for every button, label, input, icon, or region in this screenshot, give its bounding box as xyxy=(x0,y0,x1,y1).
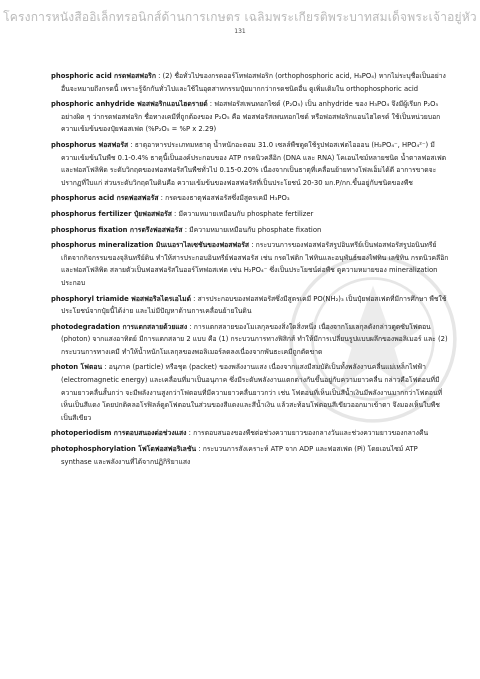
entry-definition: : กระบวนการสังเคราะห์ ATP จาก ADP และฟอสเฟต (Pi) โดยเอนไซม์ ATP synthase และพลังงานที่ได้จากปฏิกิริยาแสง xyxy=(61,445,418,466)
glossary-entry xyxy=(51,224,449,237)
entry-term: phosphoryl triamide ฟอสฟอริลไตรเอไมด์ xyxy=(51,294,191,303)
entry-term: phosphoric anhydride ฟอสฟอริกแอนไฮดรายด์ xyxy=(51,100,208,109)
glossary-entry xyxy=(51,70,449,95)
entry-definition: : สารประกอบของฟอสฟอรัสซึ่งมีสูตรเคมี PO(NH₂)₃ เป็นปุ๋ยฟอสเฟตที่มีการศึกษา พืชใช้ประโยชน์จากปุ๋ยนี้ได้ง่าย และไม่มีปัญหาด้านการเคลื่อนย้ายในดิน xyxy=(61,294,447,316)
entry-term: phosphorus mineralization มินเนอราไลเซชันของฟอสฟอรัส xyxy=(51,241,250,250)
entry-term: photophosphorylation โฟโตฟอสฟอริเลชัน xyxy=(51,445,197,454)
glossary-entry xyxy=(51,239,449,289)
entry-term: phosphorus fertilizer ปุ๋ยฟอสฟอรัส xyxy=(51,209,172,218)
glossary-entry xyxy=(51,98,449,136)
page-number: 131 xyxy=(234,28,246,35)
entry-definition: : (2) ชื่อทั่วไปของกรดออร์โทฟอสฟอริก (orthophosphoric acid, H₃PO₄) หากไม่ระบุชื่อเป็นอย่างอื่นจะหมายถึงกรดนี้ เพราะรู้จักกันทั่วไปและใช้ในอุตสาหกรรมปุ๋ยมากกว่ากรดชนิดอื่น ดูเพิ่มเติมใน orthophosphoric acid xyxy=(61,72,446,93)
entry-definition: : กรดของธาตุฟอสฟอรัสซึ่งมีสูตรเคมี H₃PO₃ xyxy=(158,194,290,203)
entry-term: phosphorus fixation การตรึงฟอสฟอรัส xyxy=(51,225,183,234)
entry-term: phosphorus acid กรดฟอสฟอรัส xyxy=(51,194,159,203)
glossary-entry xyxy=(51,208,449,221)
entry-term: photodegradation การแตกสลายด้วยแสง xyxy=(51,322,188,331)
glossary-content xyxy=(51,70,449,471)
glossary-entry xyxy=(51,192,449,205)
glossary-entry xyxy=(51,361,449,424)
entry-term: phosphoric acid กรดฟอสฟอริก xyxy=(51,72,156,80)
entry-definition: : มีความหมายเหมือนกับ phosphate fixation xyxy=(182,225,322,234)
document-header: โครงการหนังสืออิเล็กทรอนิกส์ด้านการเกษตร เฉลิมพระเกียรติพระบาทสมเด็จพระเจ้าอยู่หัว xyxy=(3,10,477,24)
glossary-entry xyxy=(51,443,449,468)
entry-definition: : กระบวนการของฟอสฟอรัสรูปอินทรีย์เป็นฟอสฟอรัสรูปอนินทรีย์ เกิดจากกิจกรรมของจุลินทรีย์ดิน ทำให้สารประกอบอินทรีย์ฟอสฟอรัส เช่น กรดไฟติก ไฟทินและอนุพันธ์ของไฟทิน เลซิทิน กรดนิวคลีอิก และฟอสโฟลิพิด สลายตัวเป็นฟอสฟอรัสในออร์โทฟอสเฟต เช่น H₂PO₄⁻ ซึ่งเป็นประโยชน์ต่อพืช ดูความหมายของ mineralization ประกอบ xyxy=(61,241,449,287)
entry-definition: : มีความหมายเหมือนกับ phosphate fertilizer xyxy=(171,209,314,218)
entry-definition: : การแตกสลายของโมเลกุลของสิ่งใดสิ่งหนึ่ง เนื่องจากโมเลกุลดังกล่าวดูดซับโฟตอน (photon) จากแสงอาทิตย์ มีการแตกสลาย 2 แบบ คือ (1) กระบวนการทางฟิสิกส์ ทำให้มีการเปลี่ยนรูปแบบผลึกของพอลิเมอร์ และ (2) กระบวนการทางเคมี ทำให้น้ำหนักโมเลกุลของพอลิเมอร์ลดลงเนื่องจากพันธะเคมีถูกตัดขาด xyxy=(61,322,448,356)
entry-definition: : ฟอสฟอรัสเพนทอกไซด์ (P₂O₅) เป็น anhydride ของ H₃PO₄ จึงมีผู้เรียก P₂O₅ อย่างผิด ๆ ว่ากรดฟอสฟอริก ชื่อทางเคมีที่ถูกต้องของ P₂O₅ คือ ฟอสฟอรัสเพนทอกไซด์ หรือฟอสฟอริกแอนไฮไดรด์ ใช้เป็นหน่วยบอกความเข้มข้นของปุ๋ยฟอสเฟต (%P₂O₅ = %P x 2.29) xyxy=(61,100,441,134)
entry-term: phosphorus ฟอสฟอรัส xyxy=(51,140,129,149)
entry-definition: : อนุภาค (particle) หรือชุด (packet) ของพลังงานแสง เนื่องจากแสงมีสมบัติเป็นทั้งพลังงานคลื่นแม่เหล็กไฟฟ้า (electromagnetic energy) และเคลื่อนที่มาเป็นอนุภาค ซึ่งมีระดับพลังงานแตกต่างกันขึ้นอยู่กับความยาวคลื่น กล่าวคือโฟตอนที่มีความยาวคลื่นสั้นกว่า จะมีพลังงานสูงกว่าโฟตอนที่มีความยาวคลื่นยาวกว่า เช่น โฟตอนที่เห็นเป็นสีน้ำเงินมีพลังงานมากกว่าโฟตอนที่เห็นเป็นสีแดง โดยปกติคลอโรฟิลล์ดูดโฟตอนในส่วนของสีแดงและสีน้ำเงิน แล้วสะท้อนโฟตอนสีเขียวออกมาเข้าตา จึงมองเห็นใบพืชเป็นสีเขียว xyxy=(61,363,443,422)
glossary-entry xyxy=(51,139,449,189)
entry-term: photoperiodism การตอบสนองต่อช่วงแสง xyxy=(51,429,187,438)
entry-definition: : ธาตุอาหารประเภทมหธาตุ น้ำหนักอะตอม 31.0 เซลล์พืชดูดใช้รูปฟอสเฟตไอออน (H₂PO₄⁻, HPO₄²⁻) มีความเข้มข้นในพืช 0.1-0.4% ธาตุนี้เป็นองค์ประกอบของ ATP กรดนิวคลีอิก (DNA และ RNA) โคเอนไซม์หลายชนิด น้ำตาลฟอสเฟต และฟอสโฟลิพิด ระดับวิกฤตของฟอสฟอรัสในพืชทั่วไป 0.15-0.20% เนื่องจากเป็นธาตุที่เคลื่อนย้ายทางโฟลเอ็มได้ดี อาการขาดจะปรากฏที่ใบแก่ ส่วนระดับวิกฤตในดินคือ ความเข้มข้นของฟอสฟอรัสที่เป็นประโยชน์ 20-30 มก.P/กก.ขึ้นอยู่กับชนิดของพืช xyxy=(61,140,447,187)
entry-definition: : การตอบสนองของพืชต่อช่วงความยาวของกลางวันและช่วงความยาวของกลางคืน xyxy=(186,429,429,438)
glossary-entry xyxy=(51,427,449,440)
glossary-entry xyxy=(51,321,449,359)
glossary-entry xyxy=(51,293,449,318)
entry-term: photon โฟตอน xyxy=(51,363,103,372)
